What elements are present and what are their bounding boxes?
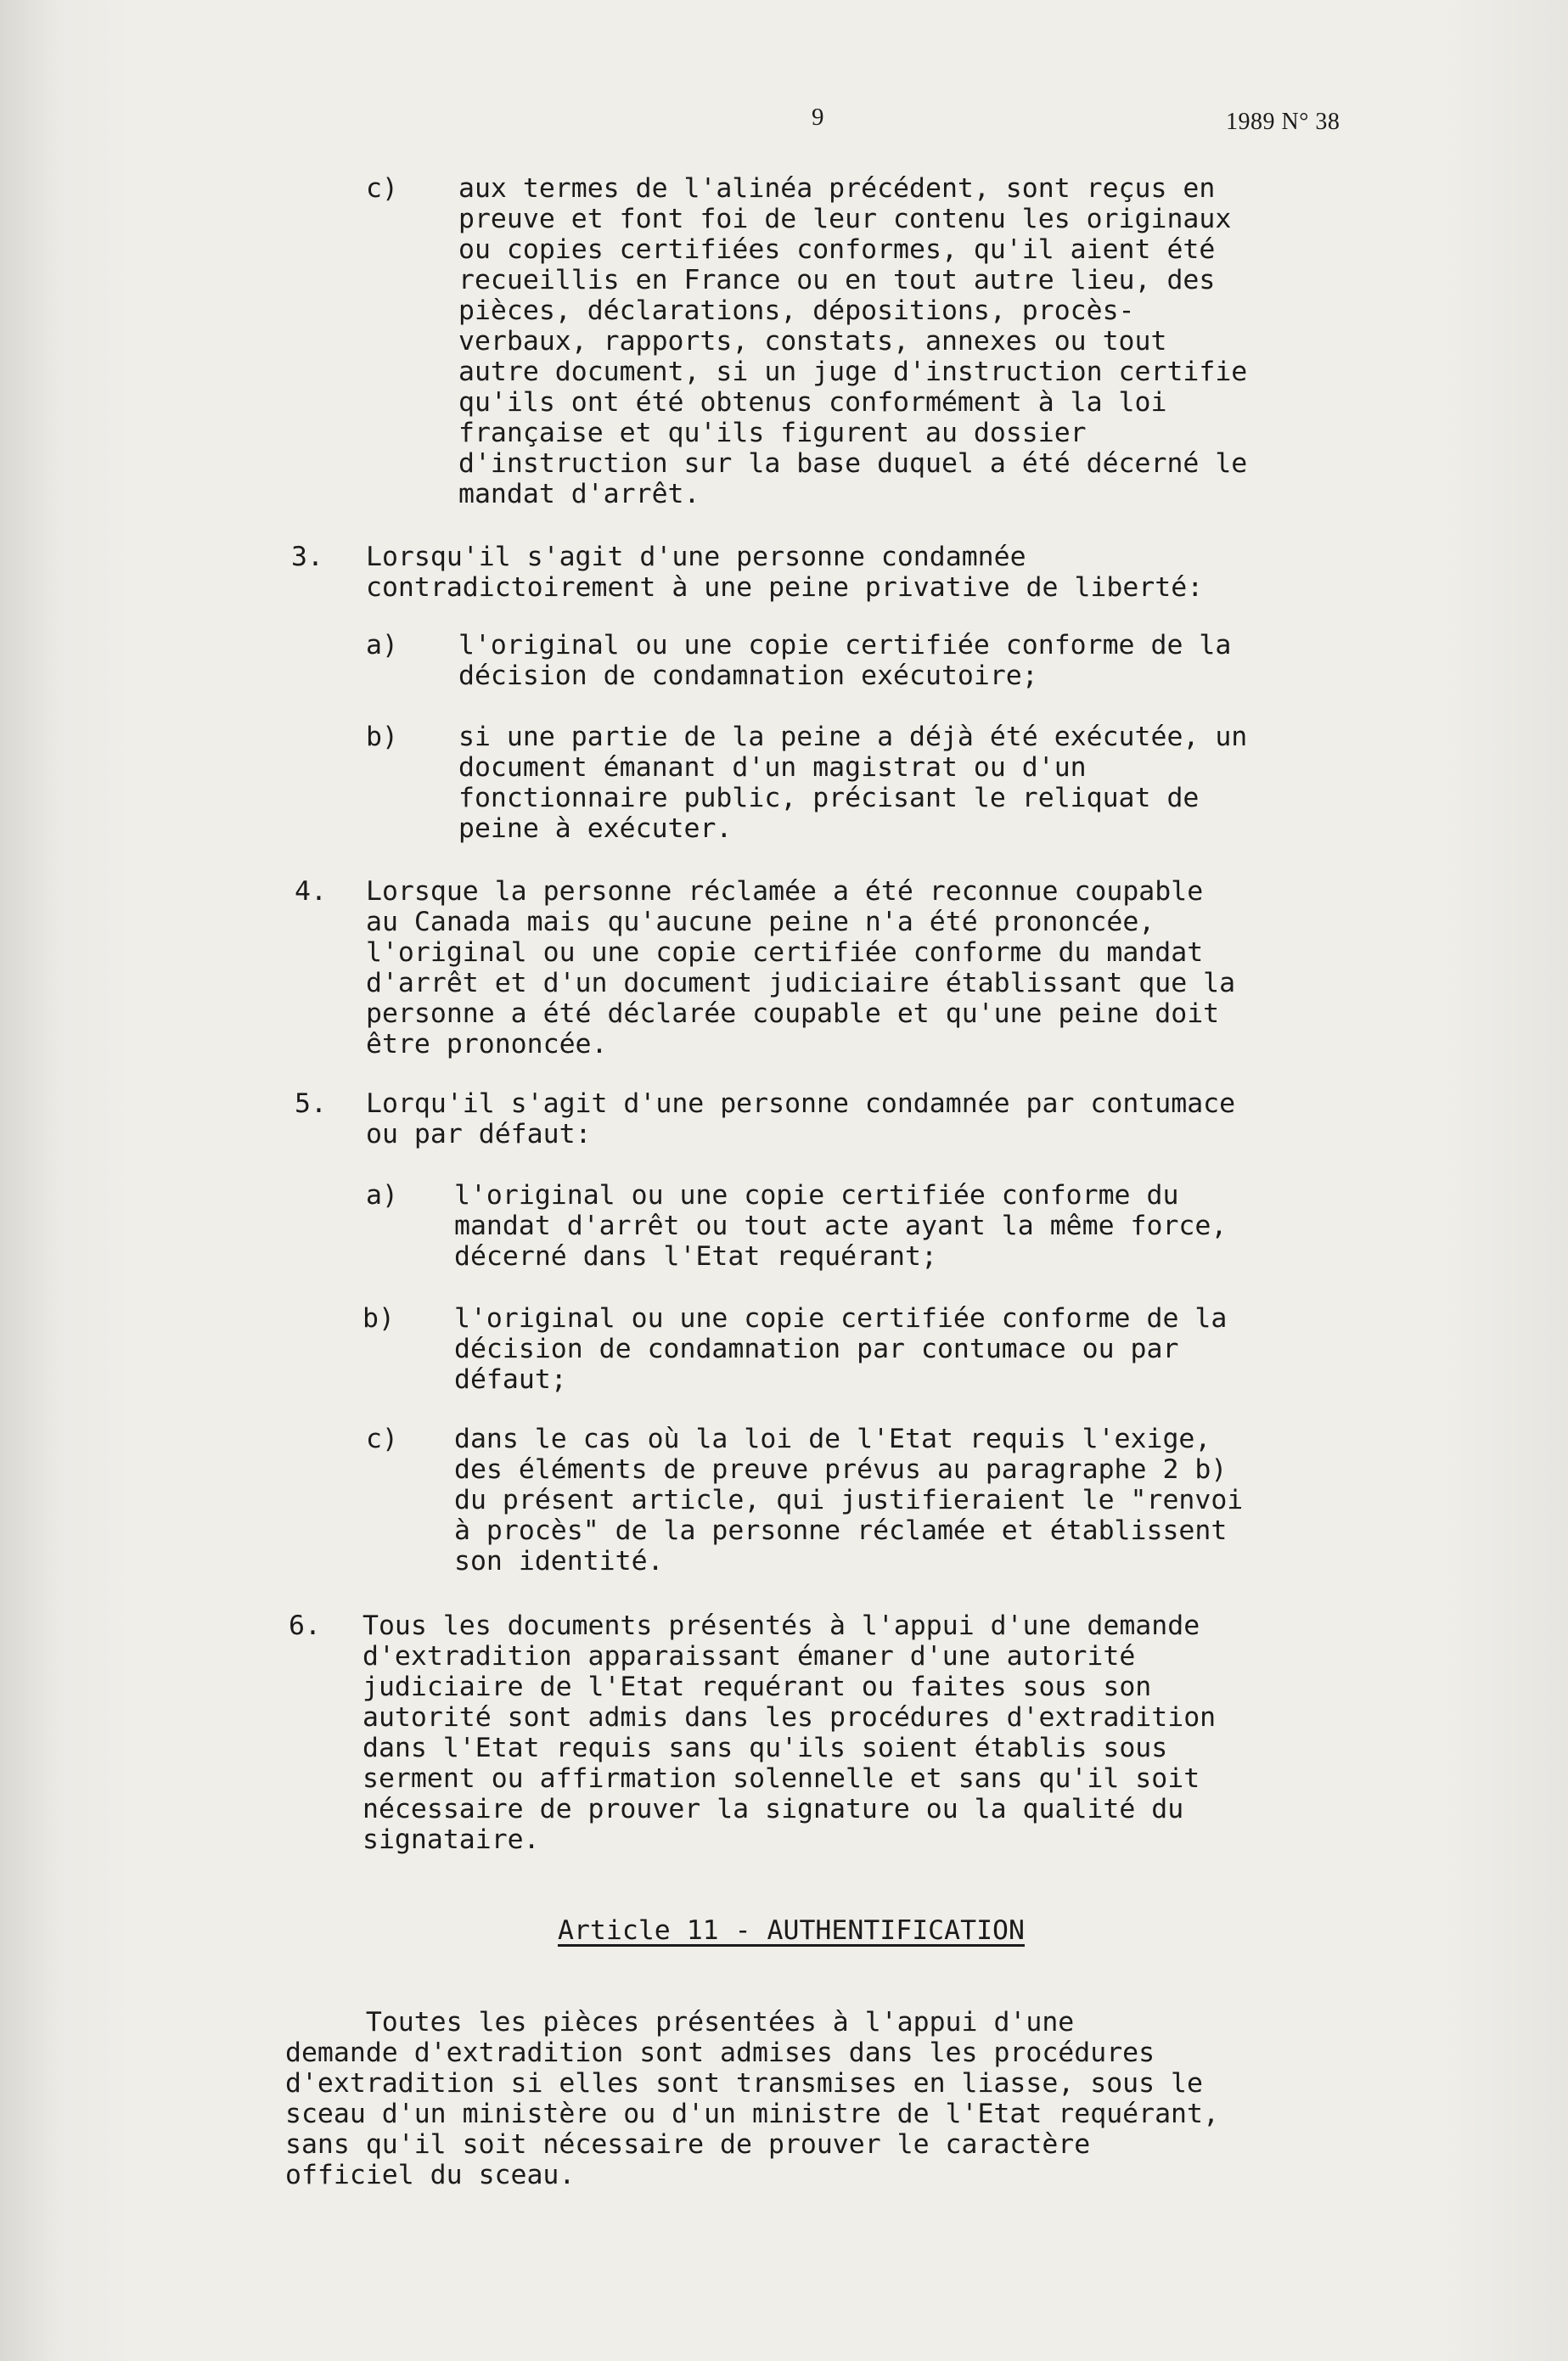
paragraph-number-5: 5. — [295, 1088, 327, 1119]
journal-reference: 1989 N° 38 — [1226, 109, 1340, 135]
item-text-5a: l'original ou une copie certifiée conforme du mandat d'arrêt ou tout acte ayant la même force, décerné dans l'Etat requérant; — [454, 1180, 1228, 1272]
page-number: 9 — [812, 104, 824, 131]
item-text-c: aux termes de l'alinéa précédent, sont reçus en preuve et font foi de leur contenu les originaux ou copies certifiées conformes, qu'il aient été recueillis en France ou en tout autre lieu, des pièces, déclarations, dépositions, procès- verbaux, rapports, constats, annexes ou tout autre document, si un juge d'instruction certifie qu'ils ont été obtenus conformément à la loi française et qu'ils figurent au dossier d'instruction sur la base duquel a été décerné le mandat d'arrêt. — [458, 173, 1248, 509]
paragraph-text-6: Tous les documents présentés à l'appui d'une demande d'extradition apparaissant émaner d'une autorité judiciaire de l'Etat requérant ou faites sous son autorité sont admis dans les procédures d'extradition dans l'Etat requis sans qu'ils soient établis sous serment ou affirmation solennelle et sans qu'il soit nécessaire de prouver la signature ou la qualité du signataire. — [362, 1611, 1217, 1855]
paragraph-text-4: Lorsque la personne réclamée a été reconnue coupable au Canada mais qu'aucune peine n'a été prononcée, l'original ou une copie certifiée conforme du mandat d'arrêt et d'un document judiciaire établissant que la personne a été déclarée coupable et qu'une peine doit être prononcée. — [366, 876, 1236, 1060]
item-text-5b: l'original ou une copie certifiée conforme de la décision de condamnation par contumace ou par défaut; — [454, 1303, 1228, 1395]
item-label-3b: b) — [366, 722, 398, 752]
article-11-text: Toutes les pièces présentées à l'appui d'une demande d'extradition sont admises dans les procédures d'extradition si elles sont transmises en liasse, sous le sceau d'un ministère ou d'un ministre de l'Etat requérant, sans qu'il soit nécessaire de prouver le caractère officiel du sceau. — [285, 2007, 1219, 2190]
item-label-5a: a) — [366, 1180, 398, 1211]
item-text-3a: l'original ou une copie certifiée conforme de la décision de condamnation exécutoire; — [458, 630, 1232, 691]
paragraph-number-4: 4. — [295, 876, 327, 907]
item-text-5c: dans le cas où la loi de l'Etat requis l'exige, des éléments de preuve prévus au paragraphe 2 b) du présent article, qui justifieraient le "renvoi à procès" de la personne réclamée et établissent son identité. — [454, 1424, 1244, 1577]
paragraph-text-3: Lorsqu'il s'agit d'une personne condamnée contradictoirement à une peine privative de liberté: — [366, 542, 1204, 603]
article-heading: Article 11 - AUTHENTIFICATION — [558, 1915, 1025, 1946]
item-text-3b: si une partie de la peine a déjà été exécutée, un document émanant d'un magistrat ou d'un fonctionnaire public, précisant le reliquat de peine à exécuter. — [458, 722, 1248, 844]
item-label-c: c) — [366, 173, 398, 204]
paragraph-text-5: Lorqu'il s'agit d'une personne condamnée par contumace ou par défaut: — [366, 1088, 1236, 1150]
item-label-5c: c) — [366, 1424, 398, 1454]
item-label-3a: a) — [366, 630, 398, 661]
paragraph-number-3: 3. — [291, 542, 323, 572]
item-label-5b: b) — [362, 1303, 395, 1334]
paragraph-number-6: 6. — [289, 1611, 321, 1641]
